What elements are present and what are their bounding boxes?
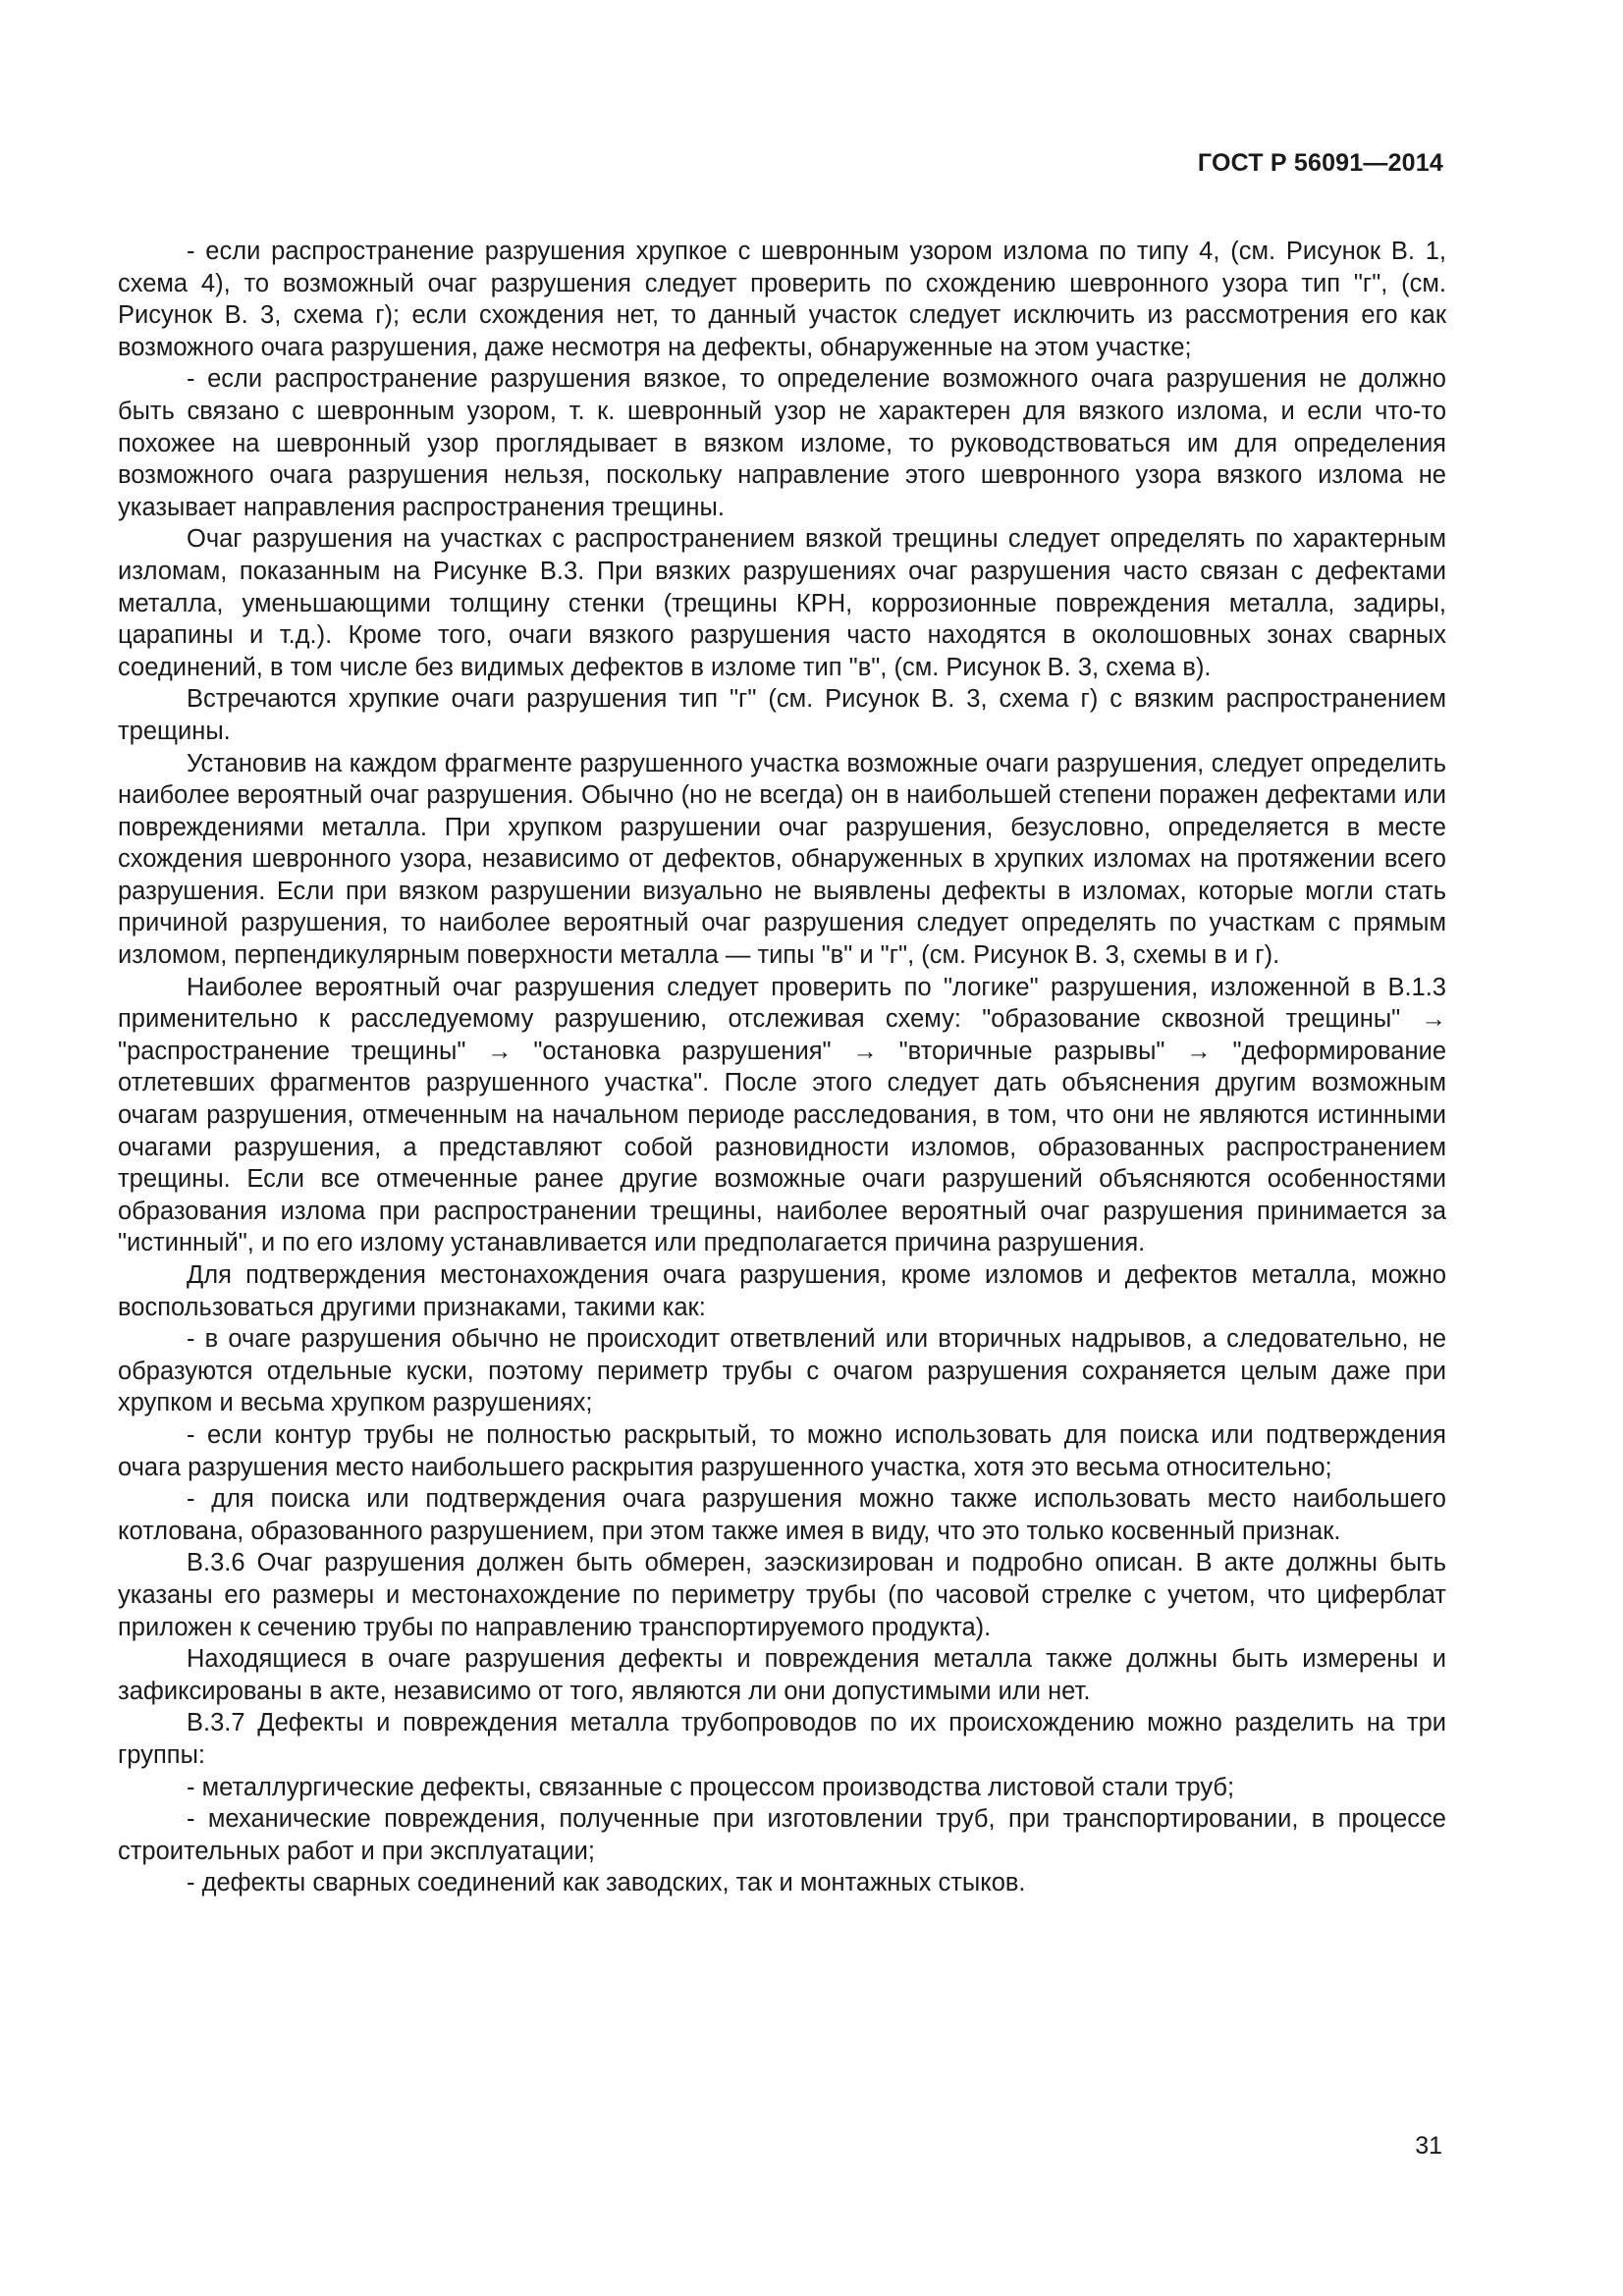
paragraph-3: Очаг разрушения на участках с распространением вязкой трещины следует определять по характерным изломам, показанным на Рисунке В.3. При вязких разрушениях очаг разрушения часто связан с дефектами металла, уменьшающими толщину стенки (трещины КРН, коррозионные повреждения металла, задиры, царапины и т.д.). Кроме того, очаги вязкого разрушения часто находятся в околошовных зонах сварных соединений, в том числе без видимых дефектов в изломе тип "в", (см. Рисунок В. 3, схема в). — [118, 525, 1446, 681]
document-code-header: ГОСТ Р 56091—2014 — [1197, 149, 1443, 177]
paragraph-15: - механические повреждения, полученные при изготовлении труб, при транспортировании, в процессе строительных работ и при эксплуатации; — [118, 1805, 1446, 1865]
paragraph-2: - если распространение разрушения вязкое, то определение возможного очага разрушения не должно быть связано с шевронным узором, т. к. шевронный узор не характерен для вязкого излома, и если что-то похожее на шевронный узор проглядывает в вязком изломе, то руководствоваться им для определения возможного очага разрушения нельзя, поскольку направление этого шевронного узора вязкого излома не указывает направления распространения трещины. — [118, 365, 1446, 521]
paragraph-4: Встречаются хрупкие очаги разрушения тип "г" (см. Рисунок В. 3, схема г) с вязким распространением трещины. — [118, 685, 1446, 745]
paragraph-1: - если распространение разрушения хрупкое с шевронным узором излома по типу 4, (см. Рисунок В. 1, схема 4), то возможный очаг разрушения следует проверить по схождению шевронного узора тип "г", (см. Рисунок В. 3, схема г); если схождения нет, то данный участок следует исключить из рассмотрения его как возможного очага разрушения, даже несмотря на дефекты, обнаруженные на этом участке; — [118, 238, 1446, 361]
document-body — [118, 236, 1446, 1899]
paragraph-5: Установив на каждом фрагменте разрушенного участка возможные очаги разрушения, следует определить наиболее вероятный очаг разрушения. Обычно (но не всегда) он в наибольшей степени поражен дефектами или повреждениями металла. При хрупком разрушении очаг разрушения, безусловно, определяется в месте схождения шевронного узора, независимо от дефектов, обнаруженных в хрупких изломах на протяжении всего разрушения. Если при вязком разрушении визуально не выявлены дефекты в изломах, которые могли стать причиной разрушения, то наиболее вероятный очаг разрушения следует определять по участкам с прямым изломом, перпендикулярным поверхности металла — типы "в" и "г", (см. Рисунок В. 3, схемы в и г). — [118, 749, 1446, 970]
paragraph-7: Для подтверждения местонахождения очага разрушения, кроме изломов и дефектов металла, можно воспользоваться другими признаками, такими как: — [118, 1261, 1446, 1321]
paragraph-12: Находящиеся в очаге разрушения дефекты и повреждения металла также должны быть измерены и зафиксированы в акте, независимо от того, являются ли они допустимыми или нет. — [118, 1645, 1446, 1705]
paragraph-11: В.3.6 Очаг разрушения должен быть обмерен, заэскизирован и подробно описан. В акте должны быть указаны его размеры и местонахождение по периметру трубы (по часовой стрелке с учетом, что циферблат приложен к сечению трубы по направлению транспортируемого продукта). — [118, 1549, 1446, 1641]
paragraph-9: - если контур трубы не полностью раскрытый, то можно использовать для поиска или подтверждения очага разрушения место наибольшего раскрытия разрушенного участка, хотя это весьма относительно; — [118, 1420, 1446, 1481]
paragraph-16: - дефекты сварных соединений как заводских, так и монтажных стыков. — [187, 1869, 1026, 1897]
paragraph-10: - для поиска или подтверждения очага разрушения можно также использовать место наибольшего котлована, образованного разрушением, при этом также имея в виду, что это только косвенный признак. — [118, 1485, 1446, 1545]
paragraph-8: - в очаге разрушения обычно не происходит ответвлений или вторичных надрывов, а следовательно, не образуются отдельные куски, поэтому периметр трубы с очагом разрушения сохраняется целым даже при хрупком и весьма хрупком разрушениях; — [118, 1325, 1446, 1417]
paragraph-14: - металлургические дефекты, связанные с процессом производства листовой стали труб; — [187, 1773, 1235, 1801]
paragraph-13: В.3.7 Дефекты и повреждения металла трубопроводов по их происхождению можно разделить на три группы: — [118, 1709, 1446, 1769]
paragraph-6: Наиболее вероятный очаг разрушения следует проверить по "логике" разрушения, изложенной в В.1.3 применительно к расследуемому разрушению, отслеживая схему: "образование сквозной трещины" → "распространение трещины" → "остановка разрушения" → "вторичные разрывы" → "деформирование отлетевших фрагментов разрушенного участка". После этого следует дать объяснения другим возможным очагам разрушения, отмеченным на начальном периоде расследования, в том, что они не являются истинными очагами разрушения, а представляют собой разновидности изломов, образованных распространением трещины. Если все отмеченные ранее другие возможные очаги разрушений объясняются особенностями образования излома при распространении трещины, наиболее вероятный очаг разрушения принимается за "истинный", и по его излому устанавливается или предполагается причина разрушения. — [118, 973, 1446, 1257]
page-number: 31 — [1415, 2132, 1442, 2160]
